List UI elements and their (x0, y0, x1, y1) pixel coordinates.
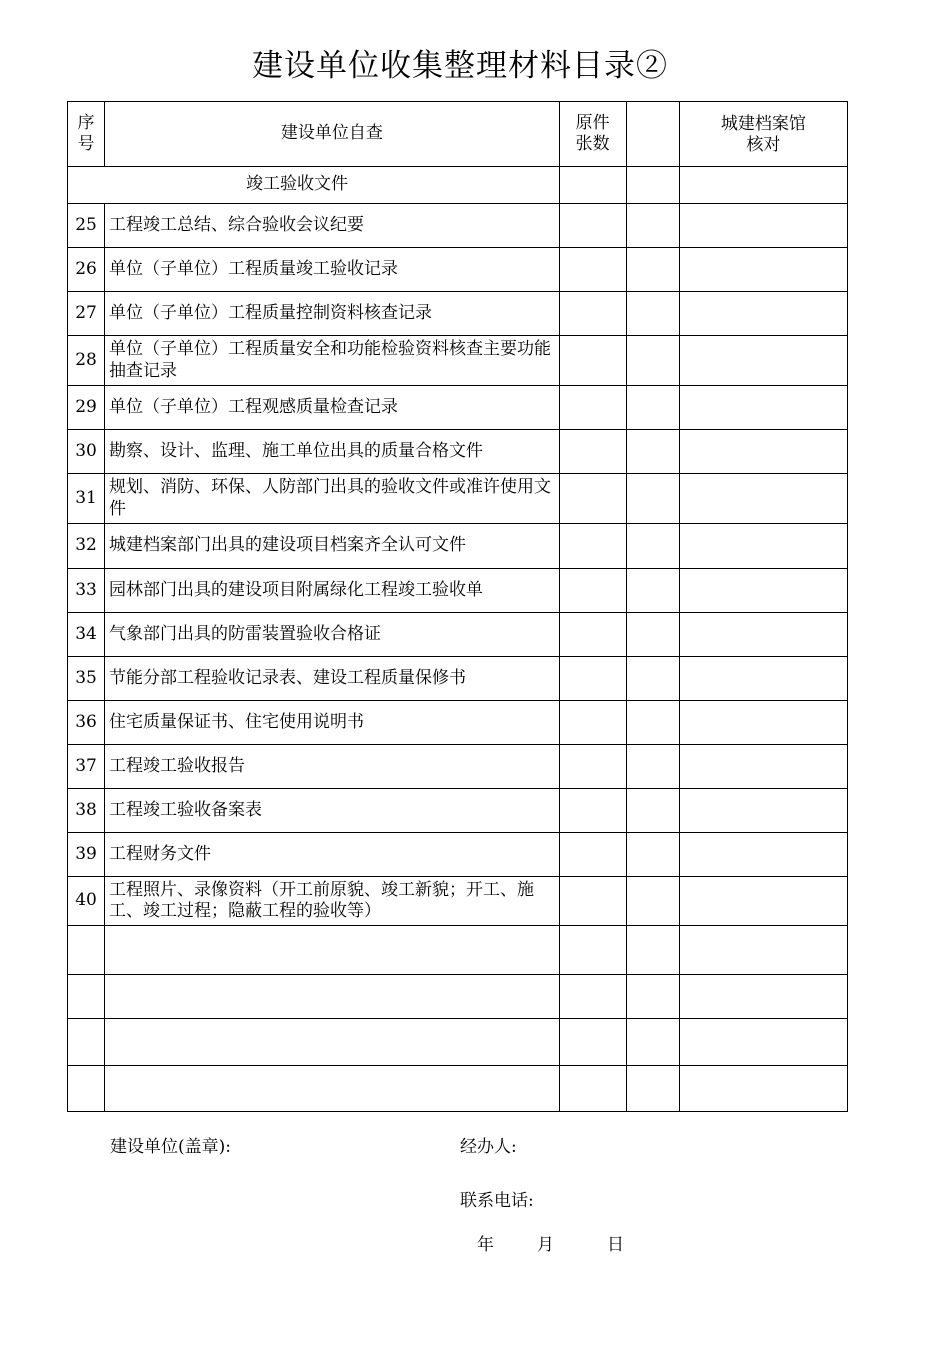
section-blank-cell (626, 167, 679, 204)
row-pages-cell (559, 248, 626, 292)
row-pages-cell (559, 336, 626, 386)
footer-date (477, 1230, 624, 1255)
header-item: 建设单位自查 (105, 102, 560, 167)
row-blank-cell (626, 524, 679, 569)
footer-unit-label: 建设单位(盖章): (110, 1137, 231, 1157)
row-text: 单位（子单位）工程观感质量检查记录 (105, 386, 560, 430)
date-day: 日 (607, 1235, 624, 1255)
header-pages (559, 102, 626, 167)
row-check-cell (679, 833, 847, 877)
row-text: 勘察、设计、监理、施工单位出具的质量合格文件 (105, 430, 560, 474)
row-blank-cell (626, 474, 679, 524)
section-row (68, 167, 848, 204)
row-blank-cell (626, 204, 679, 248)
row-blank-cell (626, 613, 679, 657)
row-text: 单位（子单位）工程质量竣工验收记录 (105, 248, 560, 292)
row-pages-cell (559, 292, 626, 336)
row-check-cell (679, 1066, 847, 1112)
row-text (105, 1066, 560, 1112)
table-row (68, 613, 848, 657)
row-pages-cell (559, 926, 626, 975)
table-row (68, 386, 848, 430)
row-number: 36 (68, 701, 105, 745)
row-check-cell (679, 569, 847, 613)
row-pages-cell (559, 569, 626, 613)
footer-agent-label: 经办人: (460, 1137, 517, 1157)
empty-table-row (68, 1019, 848, 1066)
header-blank (626, 102, 679, 167)
row-text: 园林部门出具的建设项目附属绿化工程竣工验收单 (105, 569, 560, 613)
row-blank-cell (626, 789, 679, 833)
row-pages-cell (559, 386, 626, 430)
row-pages-cell (559, 701, 626, 745)
row-number: 26 (68, 248, 105, 292)
row-text: 工程竣工验收报告 (105, 745, 560, 789)
row-text: 气象部门出具的防雷装置验收合格证 (105, 613, 560, 657)
row-check-cell (679, 386, 847, 430)
date-year: 年 (477, 1235, 494, 1255)
row-number (68, 926, 105, 975)
rows-body (68, 204, 848, 1112)
row-pages-cell (559, 657, 626, 701)
row-number: 33 (68, 569, 105, 613)
table-row (68, 701, 848, 745)
row-blank-cell (626, 657, 679, 701)
row-check-cell (679, 745, 847, 789)
row-blank-cell (626, 1066, 679, 1112)
row-blank-cell (626, 569, 679, 613)
table-row (68, 877, 848, 926)
header-no-line2: 号 (77, 134, 95, 154)
row-blank-cell (626, 975, 679, 1019)
row-text: 工程竣工验收备案表 (105, 789, 560, 833)
row-text: 节能分部工程验收记录表、建设工程质量保修书 (105, 657, 560, 701)
row-pages-cell (559, 474, 626, 524)
footer-phone-label: 联系电话: (460, 1191, 534, 1211)
table-header-row (68, 102, 848, 167)
row-check-cell (679, 789, 847, 833)
catalog-table (67, 101, 848, 1112)
row-number: 34 (68, 613, 105, 657)
header-no-line1: 序 (77, 112, 95, 133)
row-number: 35 (68, 657, 105, 701)
table-row (68, 292, 848, 336)
table-row (68, 336, 848, 386)
row-blank-cell (626, 877, 679, 926)
row-text: 城建档案部门出具的建设项目档案齐全认可文件 (105, 524, 560, 569)
row-blank-cell (626, 248, 679, 292)
row-check-cell (679, 336, 847, 386)
header-check-line2: 核对 (746, 135, 781, 156)
row-blank-cell (626, 833, 679, 877)
row-number: 38 (68, 789, 105, 833)
table-row (68, 789, 848, 833)
row-blank-cell (626, 926, 679, 975)
row-text: 住宅质量保证书、住宅使用说明书 (105, 701, 560, 745)
row-check-cell (679, 204, 847, 248)
table-row (68, 569, 848, 613)
row-check-cell (679, 292, 847, 336)
row-pages-cell (559, 430, 626, 474)
row-blank-cell (626, 336, 679, 386)
row-pages-cell (559, 745, 626, 789)
row-check-cell (679, 474, 847, 524)
row-number: 30 (68, 430, 105, 474)
row-text: 规划、消防、环保、人防部门出具的验收文件或准许使用文件 (105, 474, 560, 524)
row-number: 29 (68, 386, 105, 430)
table-row (68, 833, 848, 877)
row-pages-cell (559, 204, 626, 248)
row-number: 32 (68, 524, 105, 569)
row-text: 工程财务文件 (105, 833, 560, 877)
section-check-cell (679, 167, 847, 204)
row-blank-cell (626, 386, 679, 430)
header-pages-line1: 原件 (575, 112, 610, 133)
row-number (68, 975, 105, 1019)
table-row (68, 524, 848, 569)
row-check-cell (679, 926, 847, 975)
table-row (68, 430, 848, 474)
row-text (105, 926, 560, 975)
row-pages-cell (559, 613, 626, 657)
row-check-cell (679, 524, 847, 569)
row-check-cell (679, 1019, 847, 1066)
row-pages-cell (559, 524, 626, 569)
row-check-cell (679, 975, 847, 1019)
row-number: 25 (68, 204, 105, 248)
table-row (68, 657, 848, 701)
section-pages-cell (559, 167, 626, 204)
header-check (679, 102, 847, 167)
row-pages-cell (559, 789, 626, 833)
empty-table-row (68, 975, 848, 1019)
row-number: 40 (68, 877, 105, 926)
row-text (105, 975, 560, 1019)
row-number (68, 1066, 105, 1112)
table-row (68, 204, 848, 248)
row-number: 39 (68, 833, 105, 877)
row-text: 单位（子单位）工程质量安全和功能检验资料核查主要功能抽查记录 (105, 336, 560, 386)
header-check-line1: 城建档案馆 (720, 114, 806, 134)
row-blank-cell (626, 430, 679, 474)
row-number: 37 (68, 745, 105, 789)
row-check-cell (679, 877, 847, 926)
row-text: 工程照片、录像资料（开工前原貌、竣工新貌；开工、施工、竣工过程；隐蔽工程的验收等） (105, 877, 560, 926)
row-pages-cell (559, 877, 626, 926)
table-row (68, 248, 848, 292)
page-title: 建设单位收集整理材料目录② (252, 48, 668, 84)
row-blank-cell (626, 701, 679, 745)
row-number: 28 (68, 336, 105, 386)
row-check-cell (679, 657, 847, 701)
row-blank-cell (626, 745, 679, 789)
header-no (68, 102, 105, 167)
row-pages-cell (559, 975, 626, 1019)
row-pages-cell (559, 1066, 626, 1112)
table-row (68, 745, 848, 789)
empty-table-row (68, 926, 848, 975)
row-number: 27 (68, 292, 105, 336)
row-check-cell (679, 613, 847, 657)
row-pages-cell (559, 1019, 626, 1066)
row-pages-cell (559, 833, 626, 877)
row-check-cell (679, 430, 847, 474)
empty-table-row (68, 1066, 848, 1112)
row-check-cell (679, 248, 847, 292)
header-pages-line2: 张数 (575, 134, 610, 154)
section-label: 竣工验收文件 (68, 167, 560, 204)
row-text (105, 1019, 560, 1066)
row-blank-cell (626, 292, 679, 336)
date-month: 月 (537, 1235, 554, 1255)
row-text: 单位（子单位）工程质量控制资料核查记录 (105, 292, 560, 336)
row-check-cell (679, 701, 847, 745)
row-text: 工程竣工总结、综合验收会议纪要 (105, 204, 560, 248)
table-row (68, 474, 848, 524)
row-blank-cell (626, 1019, 679, 1066)
row-number (68, 1019, 105, 1066)
row-number: 31 (68, 474, 105, 524)
